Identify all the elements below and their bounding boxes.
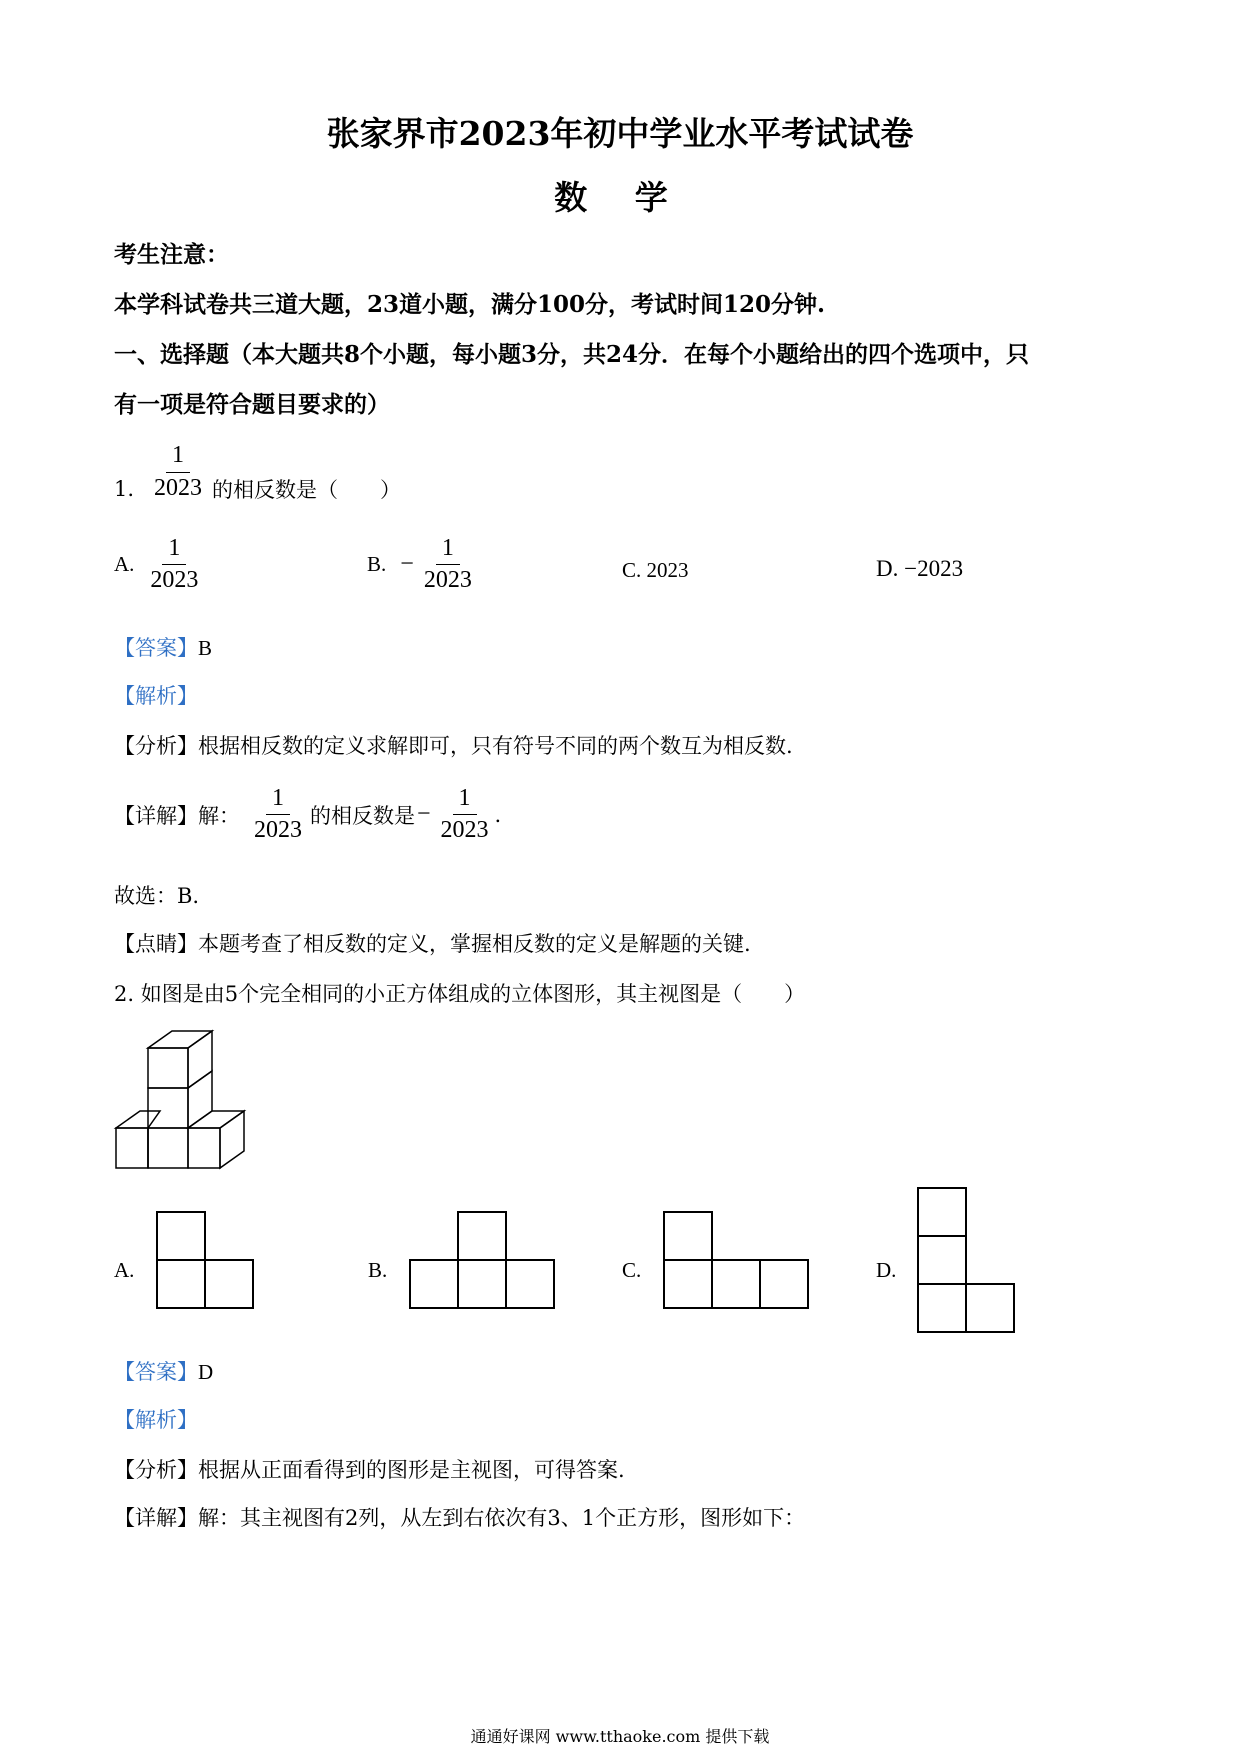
option-b-label: B. xyxy=(367,552,387,577)
q1-option-d: D. −2023 xyxy=(876,556,964,581)
q1-dianjing xyxy=(114,928,751,958)
q2-option-d-label: D. xyxy=(876,1258,897,1282)
xiangjie-pre: 解： xyxy=(198,803,240,828)
option-a-label: A. xyxy=(114,552,135,577)
xj-num1: 1 xyxy=(266,786,290,815)
xj-sign: − xyxy=(417,801,431,828)
dianjing-text: 本题考查了相反数的定义，掌握相反数的定义是解题的关键. xyxy=(198,932,751,956)
q1-fraction xyxy=(148,443,208,500)
q2-analysis-tag: 【解析】 xyxy=(114,1408,198,1432)
answer-value: B xyxy=(198,636,213,660)
fenxi-tag: 【分析】 xyxy=(114,734,198,758)
dianjing-tag: 【点睛】 xyxy=(114,932,198,956)
q1-stem xyxy=(114,440,401,504)
q1-answer xyxy=(114,632,212,662)
option-b-view-figure xyxy=(408,1210,556,1310)
option-a-fraction xyxy=(144,536,204,593)
q2-stem: 2. 如图是由5个完全相同的小正方体组成的立体图形，其主视图是（ ） xyxy=(114,982,806,1006)
notice-heading: 考生注意： xyxy=(114,241,229,268)
option-b-den: 2023 xyxy=(423,567,472,594)
q1-option-a xyxy=(114,536,204,593)
xiangjie-end: . xyxy=(494,802,502,827)
q2-answer xyxy=(114,1356,213,1386)
q1-frac-den: 2023 xyxy=(154,474,203,501)
answer-tag: 【答案】 xyxy=(114,1360,198,1384)
xiangjie-tag: 【详解】 xyxy=(114,803,198,828)
subject-title: 数 学 xyxy=(554,178,686,217)
option-b-sign: − xyxy=(400,551,414,578)
xiangjie-mid: 的相反数是 xyxy=(310,803,415,828)
answer-value: D xyxy=(198,1360,214,1384)
q2-option-b-label: B. xyxy=(368,1258,388,1282)
footer-text: 通通好课网 www.tthaoke.com 提供下载 xyxy=(470,1727,770,1746)
q2-option-a-label: A. xyxy=(114,1258,135,1282)
q1-number: 1. xyxy=(114,477,135,501)
option-c-view-figure xyxy=(662,1210,810,1310)
fenxi-text: 根据相反数的定义求解即可，只有符号不同的两个数互为相反数. xyxy=(198,734,793,758)
section1-line1: 一、选择题（本大题共8个小题，每小题3分，共24分．在每个小题给出的四个选项中，只 xyxy=(114,341,1030,368)
fenxi-tag: 【分析】 xyxy=(114,1458,198,1482)
option-b-num: 1 xyxy=(436,536,460,565)
q2-fenxi xyxy=(114,1454,625,1484)
option-a-den: 2023 xyxy=(150,567,199,594)
q1-guxuan: 故选：B. xyxy=(114,884,200,908)
xiangjie-fraction-2 xyxy=(435,786,495,843)
xj-den2: 2023 xyxy=(440,817,489,844)
q1-analysis-tag: 【解析】 xyxy=(114,684,198,708)
q2-xiangjie xyxy=(114,1502,805,1532)
xiangjie-tag: 【详解】 xyxy=(114,1506,198,1530)
q1-frac-num: 1 xyxy=(166,443,190,472)
option-a-view-figure xyxy=(155,1210,255,1310)
xj-num2: 1 xyxy=(453,786,477,815)
option-a-num: 1 xyxy=(162,536,186,565)
option-d-view-figure xyxy=(916,1186,1016,1334)
q1-fenxi xyxy=(114,730,793,760)
xiangjie-fraction-1 xyxy=(248,786,308,843)
cube-stack-figure xyxy=(108,1025,248,1185)
q1-stem-text: 的相反数是（ ） xyxy=(212,478,402,502)
exam-title: 张家界市2023年初中学业水平考试试卷 xyxy=(326,114,914,153)
q1-option-c: C. 2023 xyxy=(622,558,689,582)
fenxi-text: 根据从正面看得到的图形是主视图，可得答案. xyxy=(198,1458,625,1482)
xj-den1: 2023 xyxy=(254,817,302,844)
section1-line2: 有一项是符合题目要求的） xyxy=(114,391,390,418)
xiangjie-text: 解：其主视图有2列，从左到右依次有3、1个正方形，图形如下： xyxy=(198,1506,806,1530)
answer-tag: 【答案】 xyxy=(114,636,198,660)
q2-option-c-label: C. xyxy=(622,1258,642,1282)
option-b-fraction xyxy=(418,536,478,593)
q1-option-b xyxy=(367,536,478,593)
q1-xiangjie xyxy=(114,786,501,843)
notice-text: 本学科试卷共三道大题，23道小题，满分100分，考试时间120分钟. xyxy=(114,291,826,318)
